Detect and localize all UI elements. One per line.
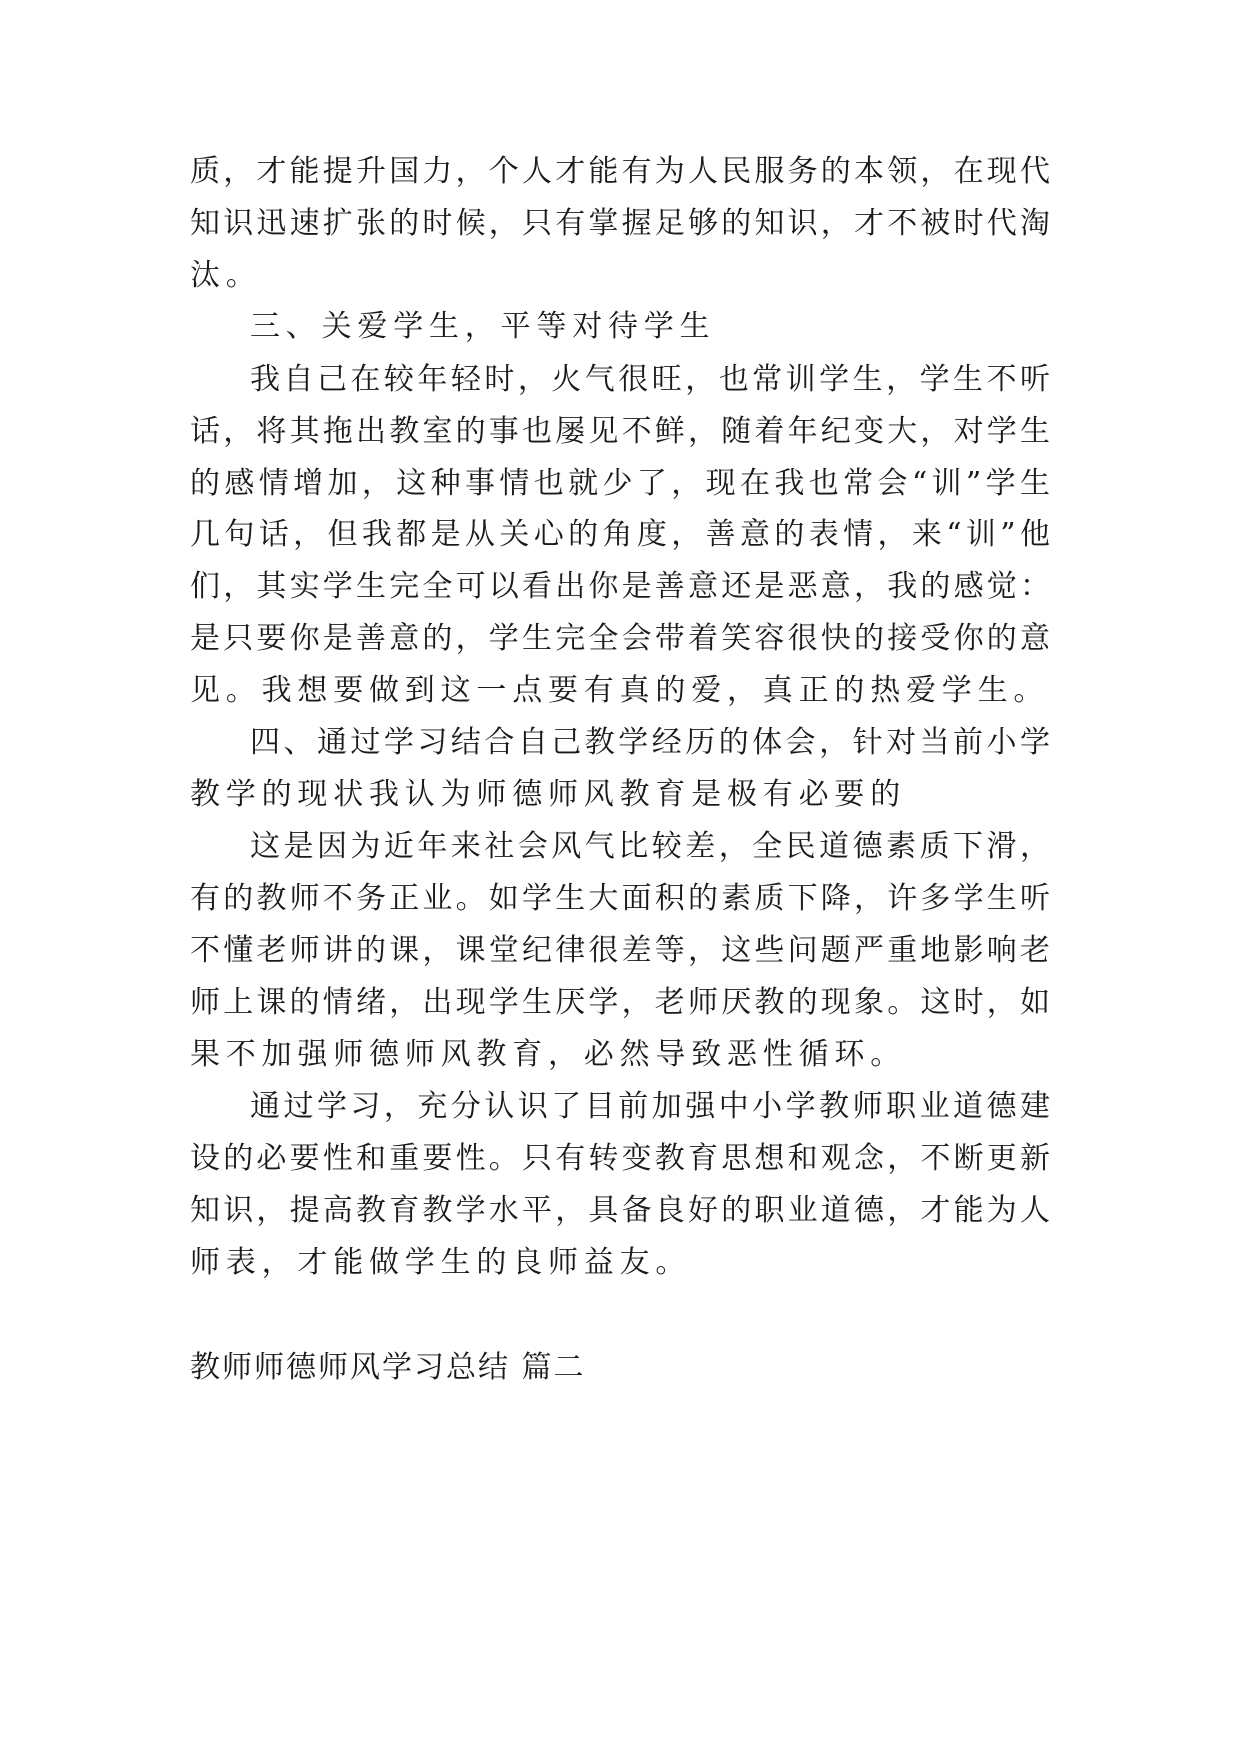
paragraph-line: 这是因为近年来社会风气比较差，全民道德素质下滑， <box>250 829 1050 864</box>
paragraph-line: 有的教师不务正业。如学生大面积的素质下降，许多学生听 <box>190 881 1050 916</box>
section-heading: 三、关爱学生，平等对待学生 <box>250 309 716 344</box>
paragraph-line: 设的必要性和重要性。只有转变教育思想和观念，不断更新 <box>190 1141 1050 1176</box>
paragraph-line: 知识，提高教育教学水平，具备良好的职业道德，才能为人 <box>190 1193 1050 1228</box>
section-heading-line: 四、通过学习结合自己教学经历的体会，针对当前小学 <box>250 725 1050 760</box>
paragraph-line: 知识迅速扩张的时候，只有掌握足够的知识，才不被时代淘 <box>190 206 1050 241</box>
paragraph-line: 们，其实学生完全可以看出你是善意还是恶意，我的感觉： <box>190 569 1050 604</box>
paragraph-line: 的感情增加，这种事情也就少了，现在我也常会“训”学生 <box>190 466 1050 501</box>
paragraph-line: 通过学习，充分认识了目前加强中小学教师职业道德建 <box>250 1089 1050 1124</box>
paragraph-line: 不懂老师讲的课，课堂纪律很差等，这些问题严重地影响老 <box>190 933 1050 968</box>
paragraph-line: 话，将其拖出教室的事也屡见不鲜，随着年纪变大，对学生 <box>190 414 1050 449</box>
paragraph-line: 师上课的情绪，出现学生厌学，老师厌教的现象。这时，如 <box>190 985 1050 1020</box>
paragraph-line: 师表，才能做学生的良师益友。 <box>190 1245 692 1280</box>
paragraph-line: 是只要你是善意的，学生完全会带着笑容很快的接受你的意 <box>190 621 1050 656</box>
section-title: 教师师德师风学习总结 篇二 <box>190 1350 586 1385</box>
paragraph-line: 质，才能提升国力，个人才能有为人民服务的本领，在现代 <box>190 154 1050 189</box>
paragraph-line: 几句话，但我都是从关心的角度，善意的表情，来“训”他 <box>190 517 1050 552</box>
paragraph-line: 见。我想要做到这一点要有真的爱，真正的热爱学生。 <box>190 673 1050 708</box>
paragraph-line: 我自己在较年轻时，火气很旺，也常训学生，学生不听 <box>250 362 1050 397</box>
paragraph-line: 汰。 <box>190 258 262 293</box>
section-heading-line: 教学的现状我认为师德师风教育是极有必要的 <box>190 777 906 812</box>
paragraph-line: 果不加强师德师风教育，必然导致恶性循环。 <box>190 1037 906 1072</box>
